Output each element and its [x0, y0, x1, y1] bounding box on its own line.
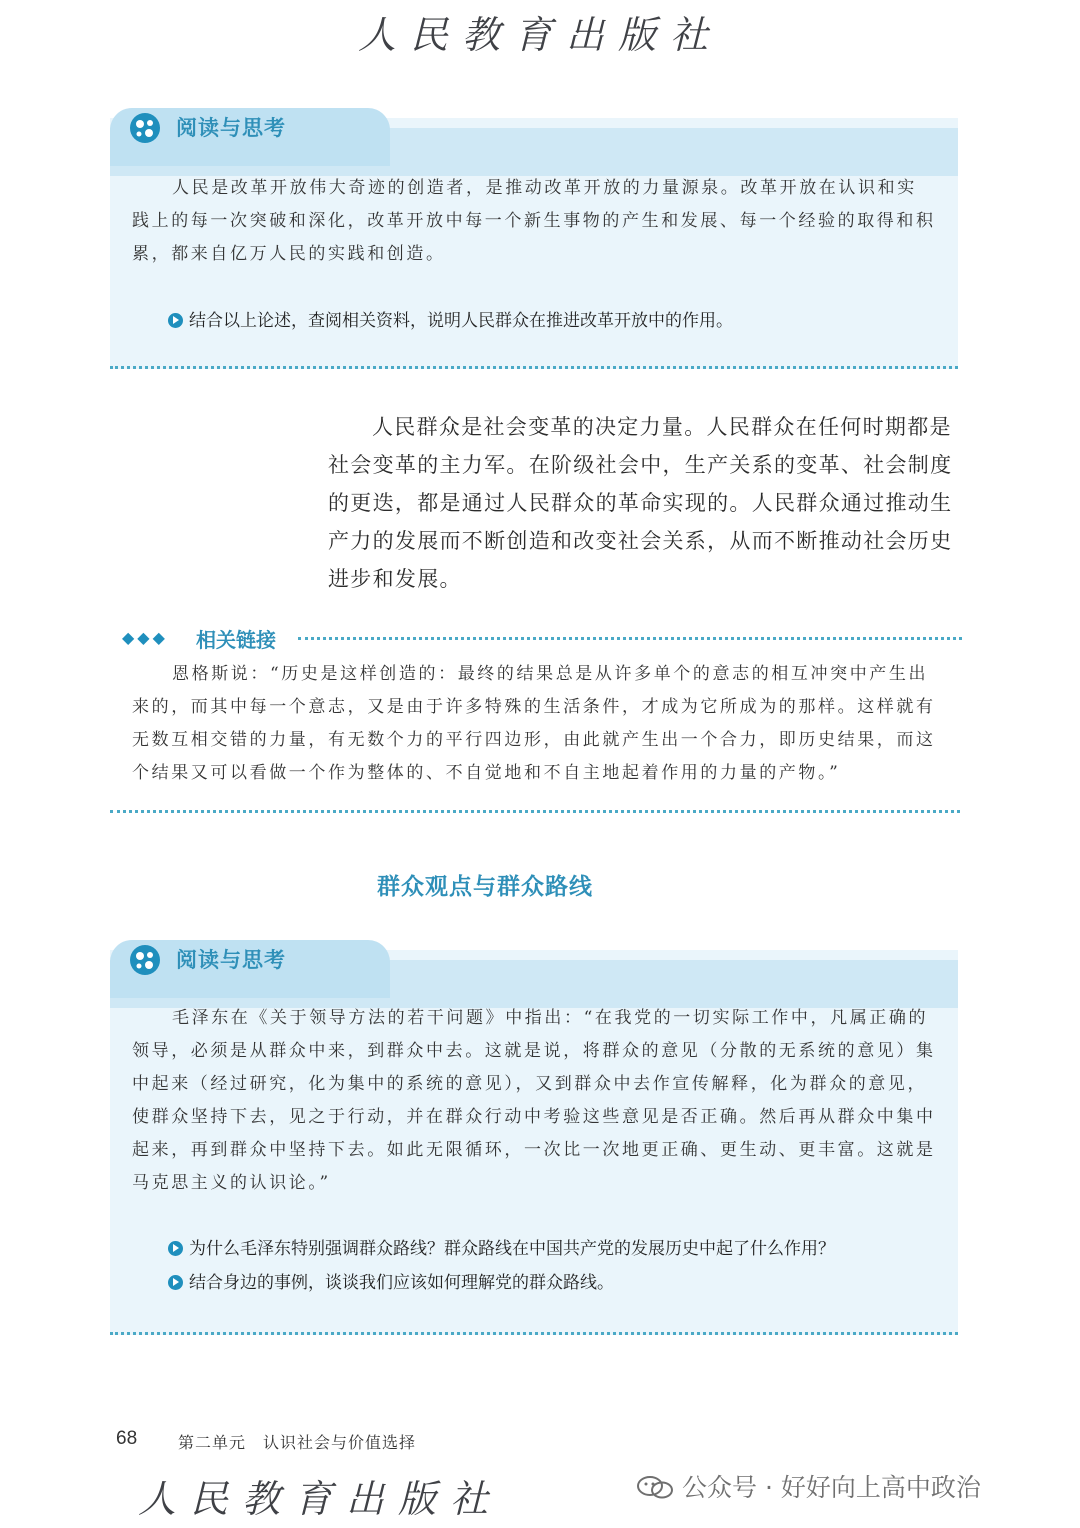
related-link-header: [122, 624, 962, 652]
publisher-logo: 人民教育出版社: [357, 13, 722, 57]
running-footer: 第二单元 认识社会与价值选择: [178, 1433, 417, 1452]
diamond-icon: ◆◆◆: [122, 628, 168, 647]
related-link-text: 恩格斯说：“历史是这样创造的：最终的结果总是从许多单个的意志的相互冲突中产生出来的，而其中每一个意志，又是由于许多特殊的生活条件，才成为它所成为的那样。这样就有无数互相交错的力量，有无数个力的平行四边形，由此就产生出一个合力，即历史结果，而这个结果又可以看做一个作为整体的、不自觉地和不自主地起着作用的力量的产物。”: [132, 664, 936, 783]
question-text: 为什么毛泽东特别强调群众路线？群众路线在中国共产党的发展历史中起了什么作用？: [189, 1239, 835, 1259]
question-text: 结合以上论述，查阅相关资料，说明人民群众在推进改革开放中的作用。: [189, 311, 733, 331]
reading-thinking-box-2: [110, 950, 958, 1335]
watermark: [636, 1468, 981, 1504]
play-circle-icon: [168, 1275, 183, 1290]
question-text: 结合身边的事例，谈谈我们应该如何理解党的群众路线。: [189, 1273, 614, 1293]
watermark-text: 公众号 · 好好向上高中政治: [682, 1473, 981, 1502]
reading-thinking-box-1: [110, 118, 958, 369]
dotted-divider: [298, 637, 962, 640]
play-circle-icon: [168, 313, 183, 328]
section-title: 群众观点与群众路线: [377, 874, 593, 900]
publisher-logo: 人民教育出版社: [137, 1477, 502, 1521]
box-title: 阅读与思考: [176, 116, 286, 140]
box-body-text: 人民是改革开放伟大奇迹的创造者，是推动改革开放的力量源泉。改革开放在认识和实践上的每一次突破和深化，改革开放中每一个新生事物的产生和发展、每一个经验的取得和积累，都来自亿万人民的实践和创造。: [132, 178, 936, 264]
box-title: 阅读与思考: [176, 948, 286, 972]
box-body-text: 毛泽东在《关于领导方法的若干问题》中指出：“在我党的一切实际工作中，凡属正确的领导，必须是从群众中来，到群众中去。这就是说，将群众的意见（分散的无系统的意见）集中起来（经过研究，化为集中的系统的意见），又到群众中去作宣传解释，化为群众的意见，使群众坚持下去，见之于行动，并在群众行动中考验这些意见是否正确。然后再从群众中集中起来，再到群众中坚持下去。如此无限循环，一次比一次地更正确、更生动、更丰富。这就是马克思主义的认识论。”: [132, 1008, 936, 1193]
play-circle-icon: [168, 1241, 183, 1256]
question-item: [168, 1234, 938, 1259]
main-paragraph: 人民群众是社会变革的决定力量。人民群众在任何时期都是社会变革的主力军。在阶级社会中，生产关系的变革、社会制度的更迭，都是通过人民群众的革命实现的。人民群众通过推动生产力的发展而不断创造和改变社会关系，从而不断推动社会历史进步和发展。: [328, 415, 953, 591]
related-link-title: 相关链接: [196, 628, 276, 652]
dotted-divider: [110, 810, 960, 813]
wechat-icon: [636, 1474, 676, 1500]
reading-think-icon: [128, 111, 162, 145]
box-header-tab: [110, 940, 390, 998]
question-item: [168, 1268, 938, 1293]
page-number: 68: [116, 1428, 138, 1449]
question-item: [168, 306, 938, 331]
reading-think-icon: [128, 943, 162, 977]
box-header-tab: [110, 108, 390, 166]
